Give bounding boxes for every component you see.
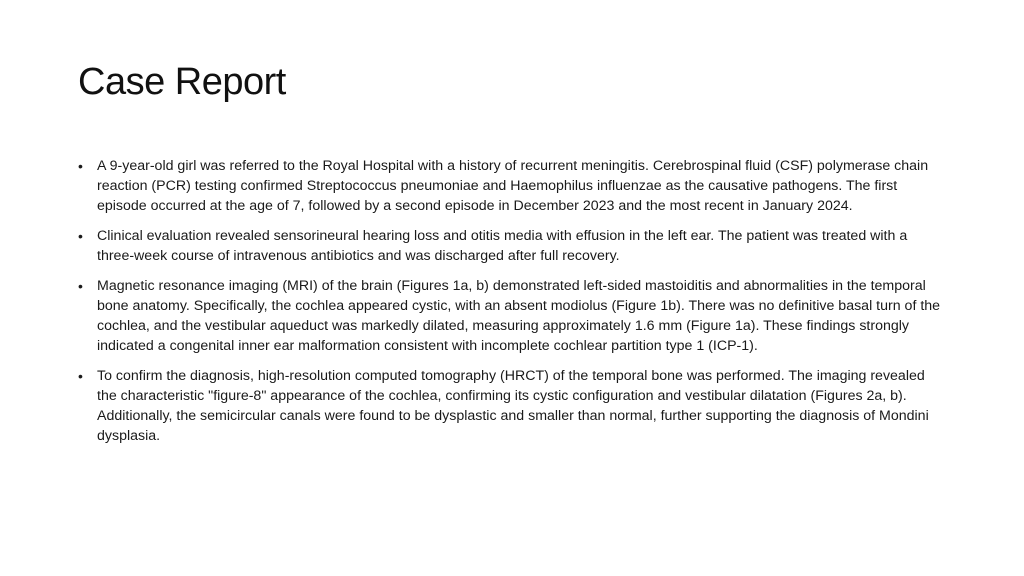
- bullet-text: Magnetic resonance imaging (MRI) of the brain (Figures 1a, b) demonstrated left-sided mastoiditis and abnormalities in the temporal bone anatomy. Specifically, the cochlea appeared cystic, with an absent modiolus (Figure 1b). There was no definitive basal turn of the cochlea, and the vestibular aqueduct was markedly dilated, measuring approximately 1.6 mm (Figure 1a). These findings strongly indicated a congenital inner ear malformation consistent with incomplete cochlear partition type 1 (ICP-1).: [97, 278, 941, 354]
- bullet-marker: •: [78, 158, 83, 174]
- bullet-item: [78, 156, 946, 216]
- bullet-marker: •: [78, 278, 83, 294]
- bullet-list: [78, 156, 946, 456]
- bullet-text: A 9-year-old girl was referred to the Royal Hospital with a history of recurrent meningitis. Cerebrospinal fluid (CSF) polymerase chain reaction (PCR) testing confirmed Streptococcus pneumoniae and Haemophilus influenzae as the causative pathogens. The first episode occurred at the age of 7, followed by a second episode in December 2023 and the most recent in January 2024.: [97, 158, 929, 214]
- bullet-marker: •: [78, 228, 83, 244]
- bullet-item: [78, 366, 946, 446]
- bullet-text: Clinical evaluation revealed sensorineural hearing loss and otitis media with effusion in the left ear. The patient was treated with a three-week course of intravenous antibiotics and was discharged after full recovery.: [97, 228, 908, 264]
- bullet-marker: •: [78, 368, 83, 384]
- slide-title: Case Report: [78, 61, 286, 103]
- bullet-item: [78, 226, 946, 266]
- bullet-item: [78, 276, 946, 356]
- bullet-text: To confirm the diagnosis, high-resolution computed tomography (HRCT) of the temporal bone was performed. The imaging revealed the characteristic "figure-8" appearance of the cochlea, confirming its cystic configuration and vestibular dilatation (Figures 2a, b). Additionally, the semicircular canals were found to be dysplastic and smaller than normal, further supporting the diagnosis of Mondini dysplasia.: [97, 368, 929, 444]
